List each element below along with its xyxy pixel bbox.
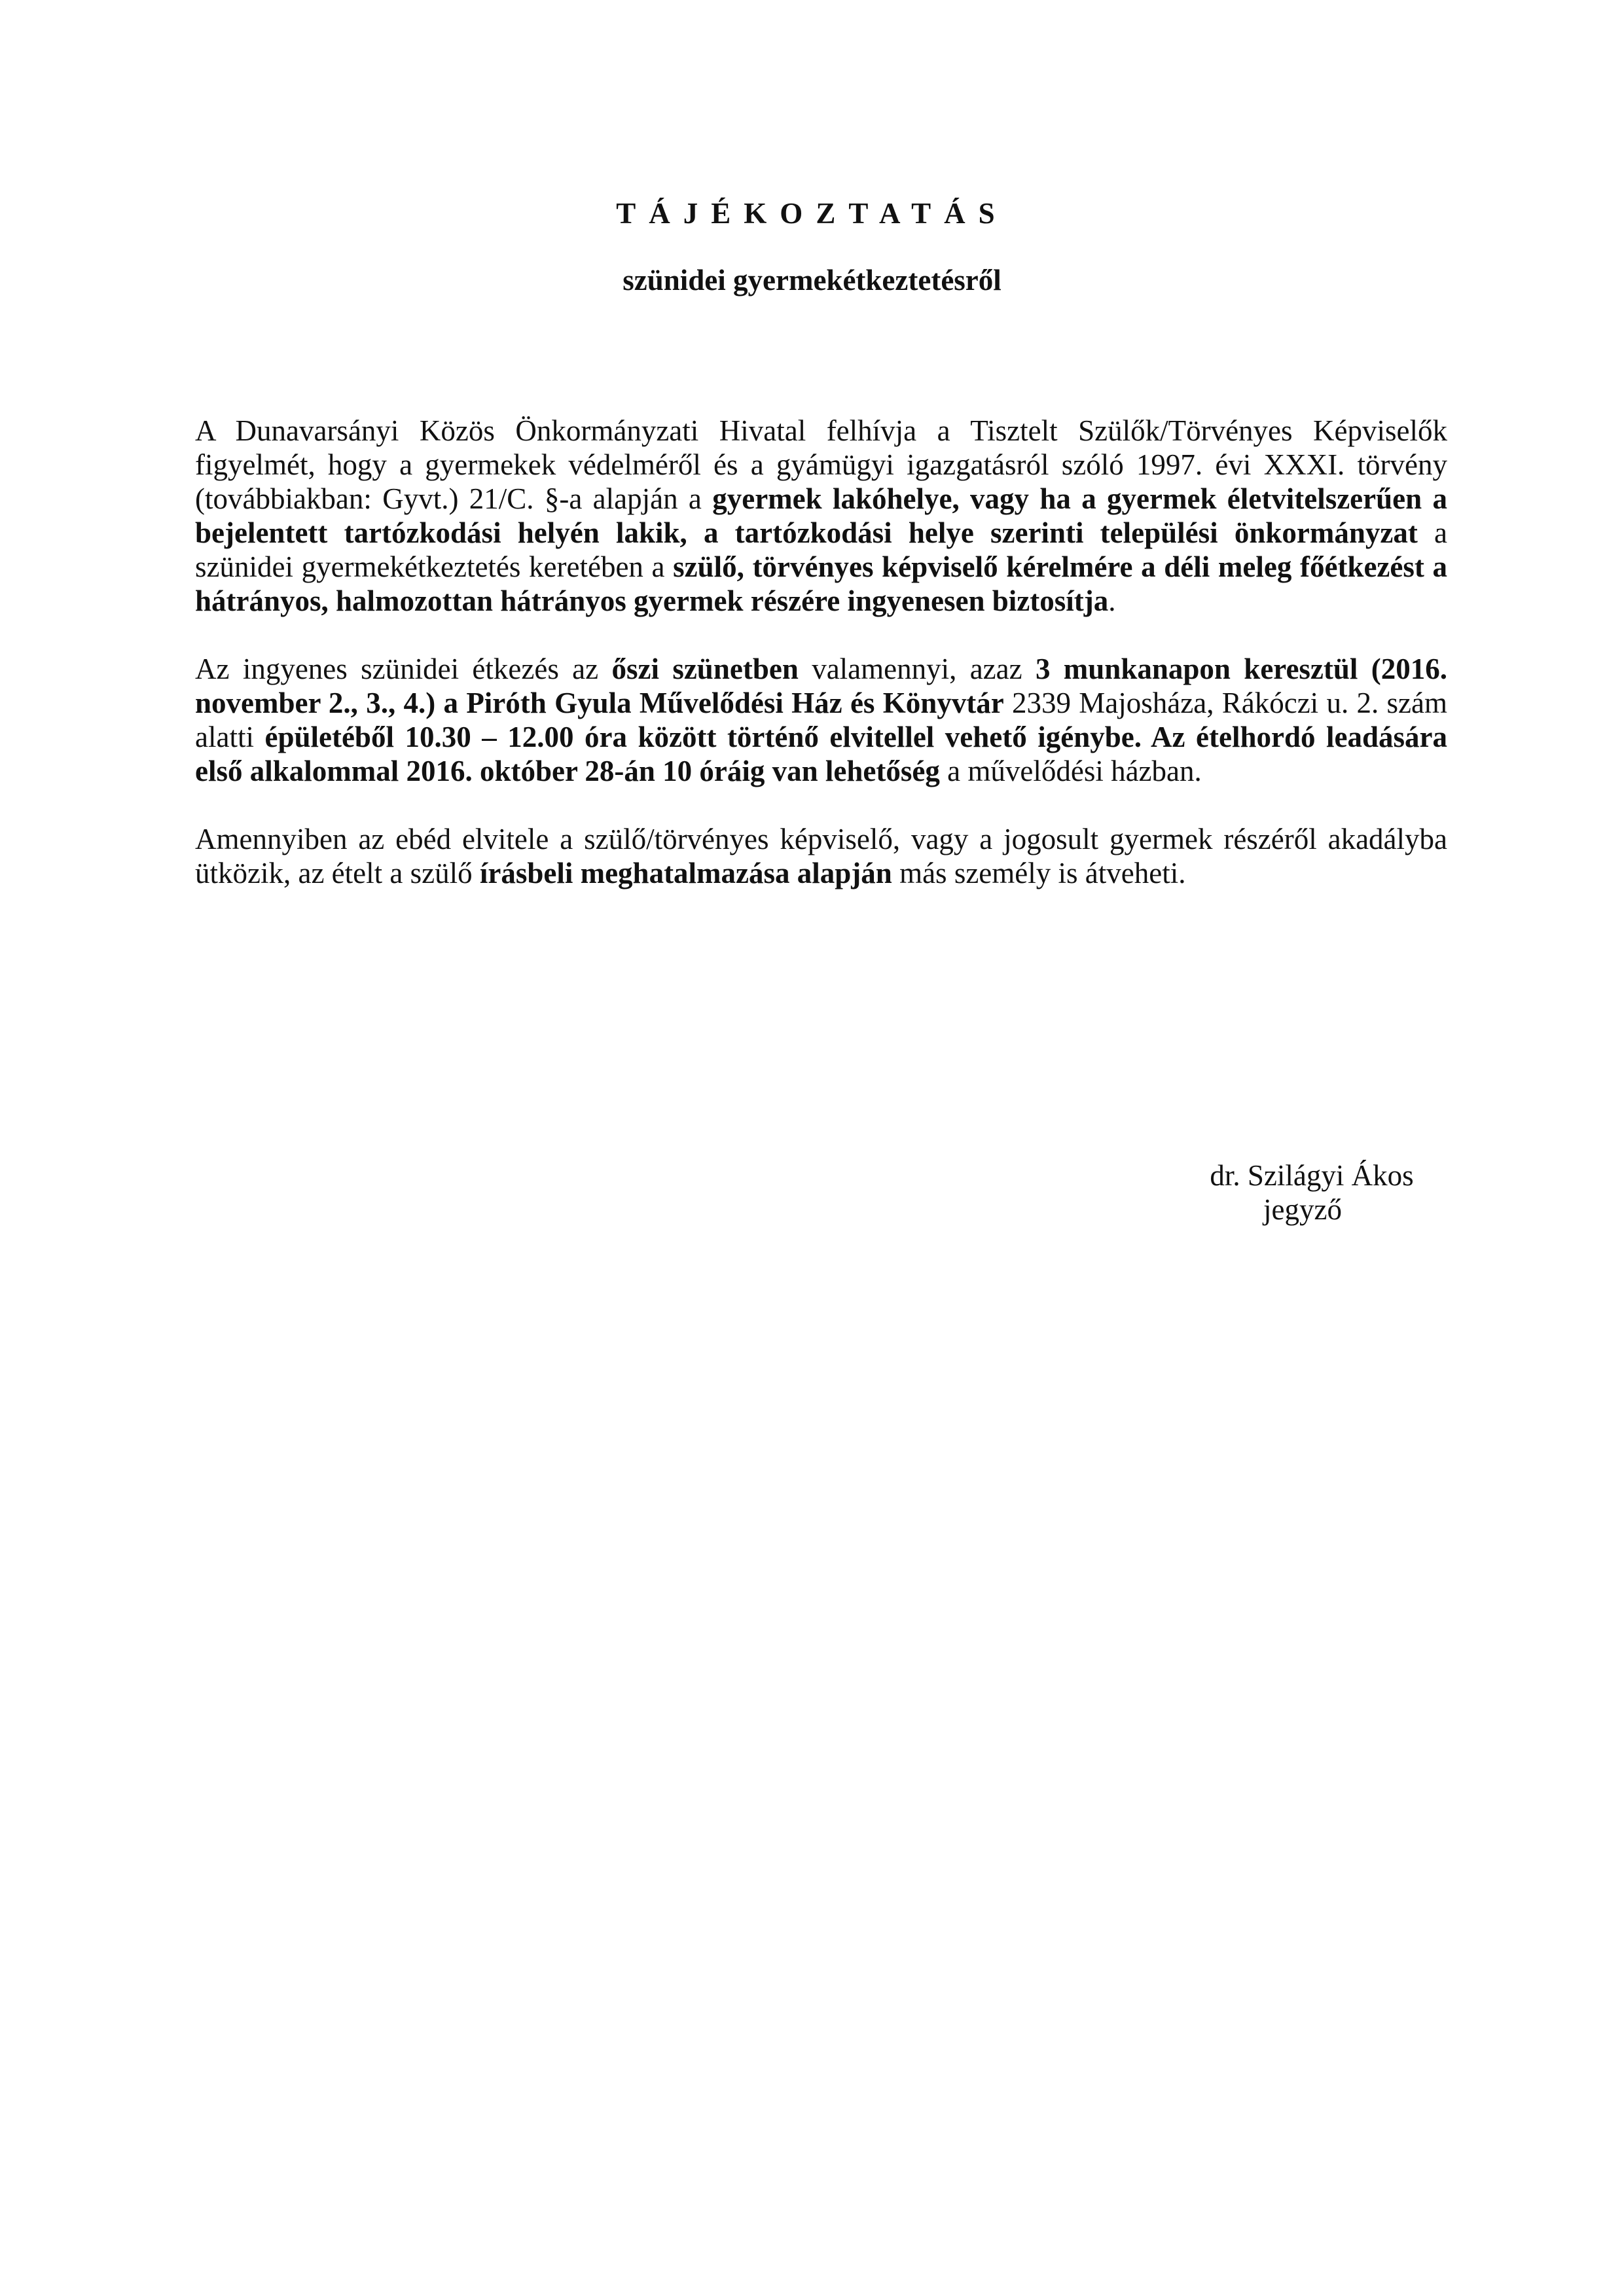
bold-run: szülő, törvényes képviselő kérelmére a déli meleg főétkezést a hátrányos, halmozottan hátrányos gyermek részére ingyenesen biztosítja <box>195 550 1448 617</box>
paragraph-legal-basis <box>195 414 1447 618</box>
bold-run: őszi szünetben <box>611 653 799 685</box>
document-title: TÁJÉKOZTATÁS <box>616 197 1008 230</box>
paragraph-authorization <box>195 822 1447 890</box>
document-subtitle: szünidei gyermekétkeztetésről <box>623 264 1001 296</box>
text-run: a művelődési házban. <box>939 755 1202 787</box>
paragraph-schedule <box>195 652 1447 788</box>
text-run: Az ingyenes szünidei étkezés az <box>195 653 612 685</box>
bold-run: gyermek lakóhelye, vagy ha a gyermek életvitelszerűen a bejelentett tartózkodási helyén lakik, a tartózkodási helye szerinti települési önkormányzat <box>195 482 1447 549</box>
text-run: . <box>1108 584 1116 617</box>
text-run: 2339 Majosháza, Rákóczi u. 2. szám alatti <box>195 687 1447 753</box>
signature-block <box>1139 1158 1466 1227</box>
text-run: a szünidei gyermekétkeztetés keretében a <box>195 516 1447 583</box>
text-run: valamennyi, azaz <box>798 653 1036 685</box>
signatory-name: dr. Szilágyi Ákos <box>1210 1159 1414 1192</box>
text-run: Amennyiben az ebéd elvitele a szülő/törvényes képviselő, vagy a jogosult gyermek részéről akadályba ütközik, az ételt a szülő <box>195 823 1447 889</box>
bold-run: írásbeli meghatalmazása alapján <box>479 857 892 889</box>
text-run: más személy is átveheti. <box>892 857 1186 889</box>
text-run: A Dunavarsányi Közös Önkormányzati Hivatal felhívja a Tisztelt Szülők/Törvényes Képviselők figyelmét, hogy a gyermekek védelméről és a gyámügyi igazgatásról szóló 1997. évi XXXI. törvény (továbbiakban: Gyvt.) 21/C. §-a alapján a <box>195 414 1447 515</box>
bold-run: 3 munkanapon keresztül (2016. november 2., 3., 4.) a Piróth Gyula Művelődési Ház és Könyvtár <box>195 653 1448 719</box>
document-body <box>195 414 1447 924</box>
bold-run: épületéből 10.30 – 12.00 óra között történő elvitellel vehető igénybe. Az ételhordó leadására első alkalommal 2016. október 28-án 10 óráig van lehetőség <box>195 721 1447 787</box>
signatory-role: jegyző <box>1263 1193 1342 1226</box>
